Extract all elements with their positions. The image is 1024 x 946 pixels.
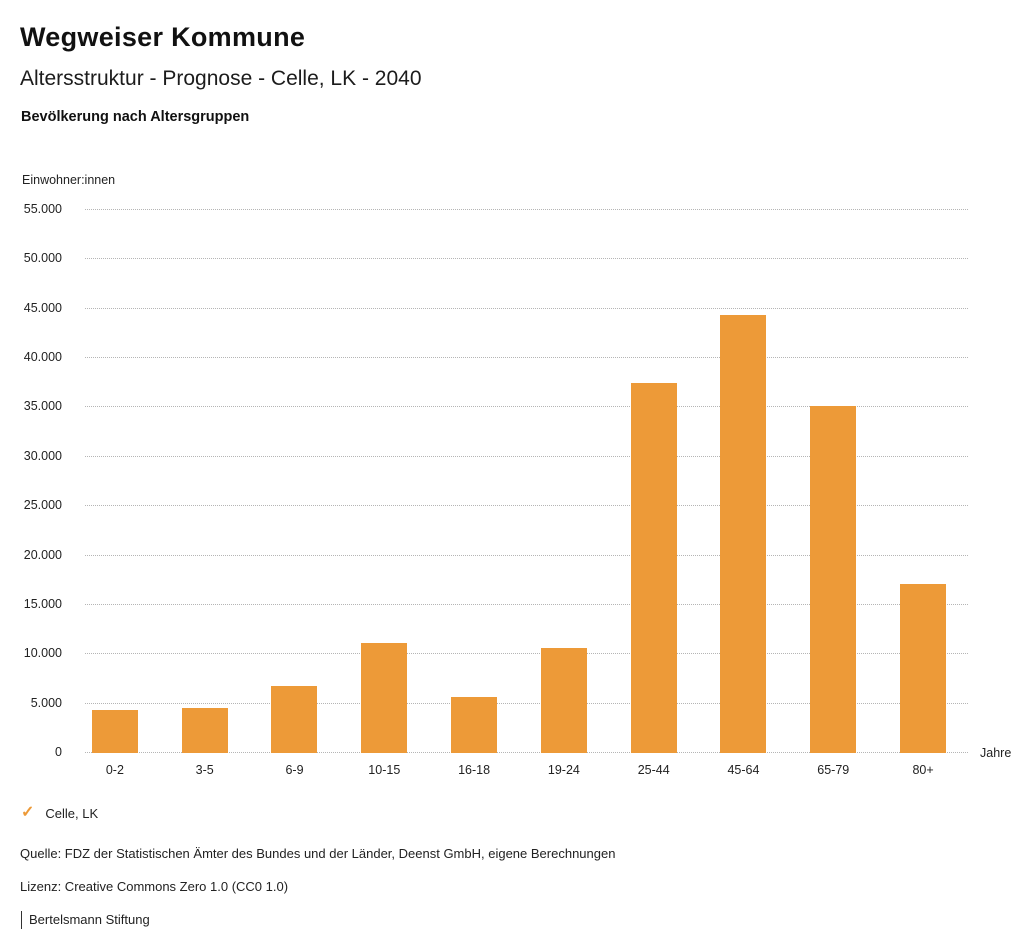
legend-item-celle-lk[interactable] bbox=[21, 805, 1024, 821]
y-tick-label: 25.000 bbox=[23, 498, 62, 513]
x-tick-label: 16-18 bbox=[458, 763, 491, 777]
bar-25-44[interactable] bbox=[631, 383, 677, 753]
x-tick-label: 10-15 bbox=[368, 763, 401, 777]
x-tick-label: 0-2 bbox=[105, 763, 124, 777]
y-tick-label: 45.000 bbox=[23, 300, 62, 315]
y-tick-label: 15.000 bbox=[23, 596, 62, 611]
bar-series bbox=[70, 210, 968, 753]
y-tick-label: 10.000 bbox=[23, 646, 62, 661]
x-tick-label: 6-9 bbox=[285, 763, 304, 777]
footer bbox=[0, 846, 1024, 929]
bar-6-9[interactable] bbox=[271, 686, 317, 753]
y-tick-label: 0 bbox=[55, 745, 62, 759]
bar-45-64[interactable] bbox=[720, 315, 766, 753]
bar-slot bbox=[250, 210, 340, 753]
chart-caption: Bevölkerung nach Altersgruppen bbox=[21, 109, 250, 125]
x-tick-label: 80+ bbox=[912, 763, 934, 777]
x-tick-label: 3-5 bbox=[195, 763, 214, 777]
x-tick-label: 19-24 bbox=[547, 763, 580, 777]
bar-19-24[interactable] bbox=[541, 648, 587, 753]
attribution-text: Bertelsmann Stiftung bbox=[21, 911, 1024, 929]
y-tick-label: 20.000 bbox=[23, 547, 62, 562]
checkmark-icon[interactable]: ✓ bbox=[21, 804, 35, 821]
bar-slot bbox=[878, 210, 968, 753]
x-tick-label: 65-79 bbox=[817, 763, 850, 777]
x-tick-label: 45-64 bbox=[727, 763, 760, 777]
x-tick-label: 25-44 bbox=[637, 763, 670, 777]
bar-16-18[interactable] bbox=[451, 697, 497, 753]
y-tick-label: 5.000 bbox=[30, 695, 62, 710]
bar-0-2[interactable] bbox=[92, 710, 138, 753]
bar-slot bbox=[788, 210, 878, 753]
bar-slot bbox=[70, 210, 160, 753]
bar-slot bbox=[519, 210, 609, 753]
y-tick-label: 55.000 bbox=[23, 202, 62, 216]
bar-slot bbox=[429, 210, 519, 753]
bar-slot bbox=[609, 210, 699, 753]
chart-subtitle: Altersstruktur - Prognose - Celle, LK - 2040 bbox=[20, 67, 422, 90]
bar-slot bbox=[339, 210, 429, 753]
bar-slot bbox=[699, 210, 789, 753]
y-tick-label: 30.000 bbox=[23, 448, 62, 463]
page-title: Wegweiser Kommune bbox=[20, 22, 306, 52]
y-tick-label: 50.000 bbox=[23, 251, 62, 266]
x-axis-unit-label: Jahre bbox=[980, 746, 1012, 760]
y-tick-label: 35.000 bbox=[23, 399, 62, 414]
bar-chart-plot-area bbox=[23, 202, 1012, 777]
source-text: Quelle: FDZ der Statistischen Ämter des Bundes und der Länder, Deenst GmbH, eigene Berechnungen bbox=[20, 846, 616, 861]
y-axis-title: Einwohner:innen bbox=[22, 173, 116, 187]
bar-3-5[interactable] bbox=[182, 708, 228, 753]
bar-65-79[interactable] bbox=[810, 406, 856, 753]
x-axis-tick-labels bbox=[70, 763, 968, 777]
legend-label: Celle, LK bbox=[45, 805, 99, 821]
license-text: Lizenz: Creative Commons Zero 1.0 (CC0 1.0) bbox=[20, 879, 289, 894]
y-tick-label: 40.000 bbox=[23, 350, 62, 365]
bar-80+[interactable] bbox=[900, 584, 946, 753]
bar-slot bbox=[160, 210, 250, 753]
bar-10-15[interactable] bbox=[361, 643, 407, 753]
